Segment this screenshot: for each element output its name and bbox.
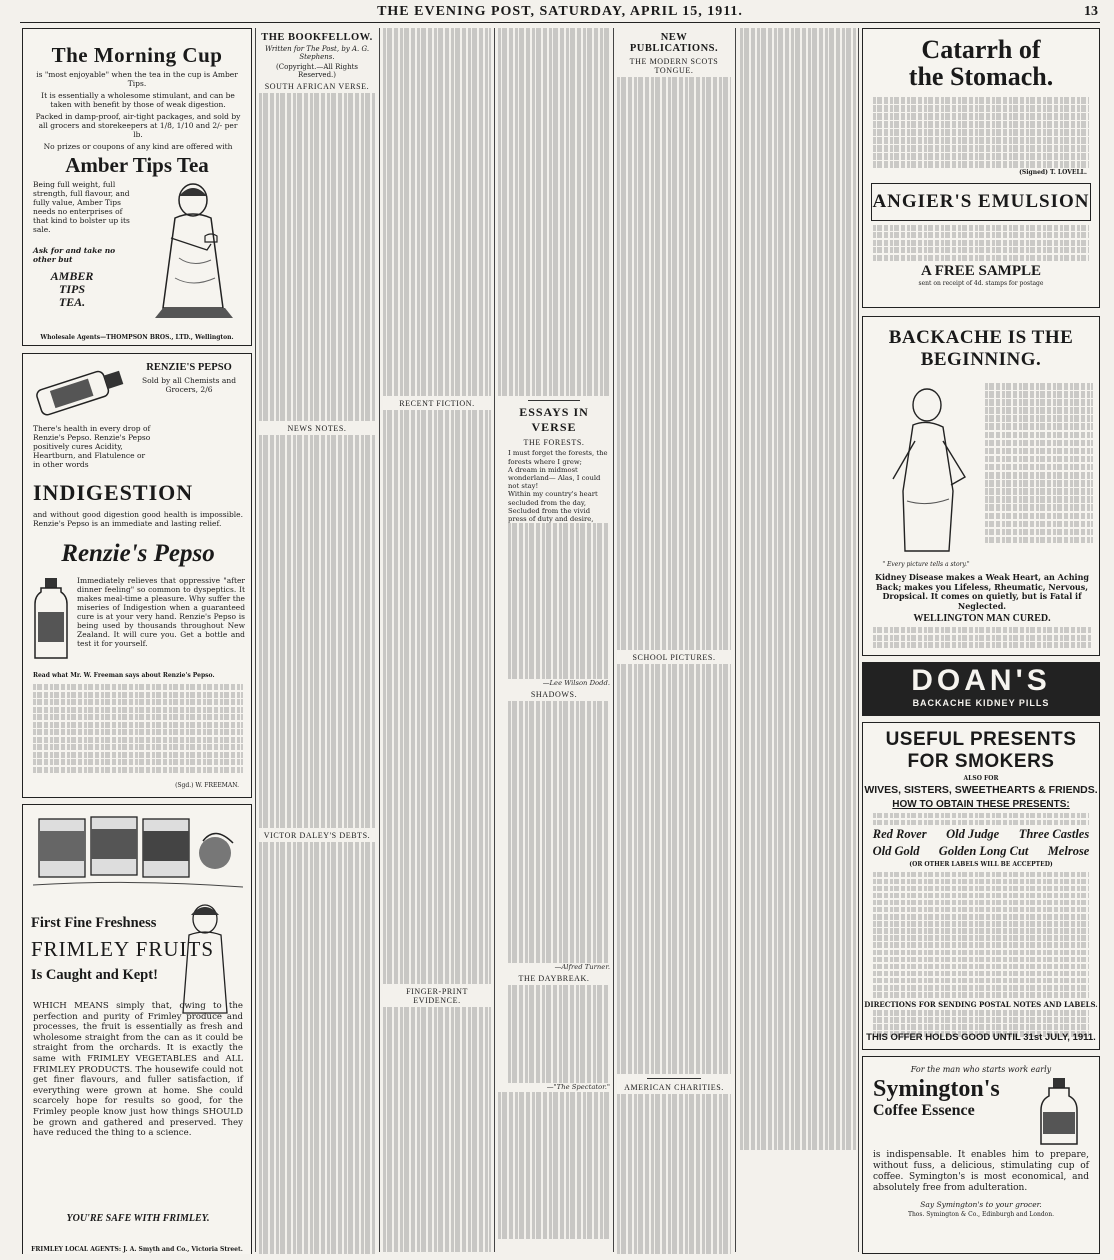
article-text [383,410,491,983]
catarrh-title: the Stomach. [908,62,1054,91]
smokers-for: WIVES, SISTERS, SWEETHEARTS & FRIENDS. [864,783,1098,796]
poem-title: THE FORESTS. [523,438,585,448]
symington-body: is indispensable. It enables him to prepare, without fuss, a delicious, stimulating cup of coffee. Symington's is most economical, and absolutely free from adulteration. [873,1150,1089,1193]
subhead-recent-fiction: RECENT FICTION. [399,399,475,409]
doans-brand: DOAN'S [911,664,1051,697]
emulsion-brand: ANGIER'S EMULSION [871,183,1091,221]
smokers-list [873,872,1089,998]
article-text [498,1092,610,1239]
symington-ask: Say Symington's to your grocer. [920,1200,1042,1209]
column-2 [259,28,375,1254]
free-sample-note: sent on receipt of 4d. stamps for postage [918,279,1044,287]
backache-tagline: Kidney Disease makes a Weak Heart, an Aching Back; makes you Lifeless, Rheumatic, Nervous, Dropsical. It comes on quietly, but is Fatal if Neglected. [875,572,1089,611]
bottle-upright-illustration [31,576,71,664]
smokers-also: ALSO FOR [963,775,999,782]
box-word: TIPS [58,282,85,296]
smokers-presents-ad [862,722,1100,1050]
publications-heading: NEW PUBLICATIONS. [629,32,719,54]
box-word: AMBER [50,269,94,283]
brand-name: Golden Long Cut [938,844,1029,858]
catarrh-title: Catarrh of [921,35,1041,64]
doans-banner [862,662,1100,716]
poem-lines: I must forget the forests, the forests where I grew; A dream in midmost wonderland— Alas, I could not stay! Within my country's heart secluded from the day, Secluded from the vivid press of duty and desire, [508,449,608,524]
angiers-emulsion-ad [862,28,1100,308]
frimley-body: WHICH MEANS simply that, owing to the perfection and purity of Frimley produce and processes, the fruit is essentially as fresh and wholesome straight from the can as it could be straight from the orchards. It is exactly the same with FRIMLEY VEGETABLES and ALL FRIMLEY PRODUCTS. The housewife could not get finer flavours, and fuller satisfaction, if everything were grown at home. She could scarcely hope for results so good, for the Frimley people know just how things SHOULD be grown and gathered and preserved. They have reduced the thing to a science. [33,1001,243,1139]
article-text [617,664,731,1073]
poem-title: THE DAYBREAK. [518,974,590,984]
ad-ask: Ask for and take no other but [33,246,116,264]
smokers-directions: DIRECTIONS FOR SENDING POSTAL NOTES AND LABELS. [864,999,1098,1009]
article-text [383,28,491,396]
frimley-agents: FRIMLEY LOCAL AGENTS: J. A. Smyth and Co., Victoria Street. [31,1245,243,1253]
brand-name: Old Judge [946,827,1000,841]
poem-author: —Lee Wilson Dodd. [542,678,610,687]
smokers-title: USEFUL PRESENTS [885,729,1077,750]
pepso-name: RENZIE'S PEPSO [146,362,232,373]
subhead-victor-daley: VICTOR DALEY'S DEBTS. [263,830,371,840]
testimonial-text [33,684,243,774]
column-7 [862,28,1100,1254]
frimley-fruits-ad [22,804,252,1254]
backache-title: BACKACHE IS THE [888,327,1074,348]
frimley-safe: YOU'RE SAFE WITH FRIMLEY. [66,1213,210,1224]
woman-with-teacup-illustration [135,178,247,323]
wellington-cured: WELLINGTON MAN CURED. [913,613,1051,624]
symington-lead: For the man who starts work early [910,1065,1052,1074]
box-word: TEA. [58,295,86,309]
bottle-illustration [29,360,129,420]
article-text [498,28,610,396]
renzies-pepso-ad [22,353,252,798]
column-rule [858,28,859,1252]
pepso-brand: Renzie's Pepso [61,540,215,567]
column-6 [740,28,856,1254]
ad-agents: Wholesale Agents—THOMPSON BROS., LTD., Wellington. [40,333,234,341]
doans-sub: BACKACHE KIDNEY PILLS [912,698,1050,708]
masthead [20,4,1100,20]
catarrh-signed: (Signed) T. LOVELL. [1019,169,1087,176]
symington-product: Coffee Essence [873,1102,975,1119]
pepso-signed: (Sgd.) W. FREEMAN. [175,781,239,789]
article-text [383,1007,491,1253]
column-rule [613,28,614,1252]
subhead-finger-print: FINGER-PRINT EVIDENCE. [406,986,468,1005]
ad-paragraph: No prizes or coupons of any kind are offered with [43,142,233,151]
column-4 [498,28,610,1254]
column-rule [255,28,256,1252]
cured-text [873,627,1091,650]
pepso-paragraph: and without good digestion good health is impossible. Renzie's Pepso is an immediate and lasting relief. [33,510,243,528]
symington-header [873,1076,1089,1146]
poem-author: —Alfred Turner. [554,963,610,972]
smokers-other: (OR OTHER LABELS WILL BE ACCEPTED) [909,861,1053,868]
doans-pills-ad [862,316,1100,656]
man-with-backache-illustration [873,381,979,557]
article-text [259,842,375,1255]
ad-paragraph: Packed in damp-proof, air-tight packages, and sold by all grocers and storekeepers at 1/8, 1/10 and 2/- per lb. [35,112,241,139]
column-rule [735,28,736,1252]
masthead-rule [20,22,1100,23]
ad-paragraph: Being full weight, full strength, full flavour, and fully value, Amber Tips needs no enterprises of that kind to bolster up its sale. [33,180,130,234]
article-text [259,93,375,421]
poem-text [498,523,610,679]
symington-brand: Symington's [873,1076,1000,1102]
brand-name: Three Castles [1018,827,1090,841]
separator [647,1078,701,1079]
free-sample: A FREE SAMPLE [920,262,1041,279]
smokers-title: FOR SMOKERS [907,751,1055,772]
amber-tips-ad [22,28,252,346]
subhead-south-african: SOUTH AFRICAN VERSE. [264,82,370,91]
ad-paragraph: It is essentially a wholesome stimulant, and can be taken with benefit by those of weak digestion. [41,91,235,109]
frimley-line3: Is Caught and Kept! [31,967,158,983]
ad-brand: Amber Tips Tea [65,153,209,177]
poem-text [498,985,610,1083]
smokers-how: HOW TO OBTAIN THESE PRESENTS: [892,798,1070,810]
article-text [617,1094,731,1255]
frimley-line2: FRIMLEY FRUITS [31,937,214,961]
woman-illustration [165,895,245,1015]
ad-lower [23,178,251,328]
page-number: 13 [1084,4,1098,19]
backache-title: BEGINNING. [920,349,1042,370]
poem-text [498,701,610,963]
subhead-news-notes: NEWS NOTES. [287,423,347,433]
brand-name: Melrose [1047,844,1090,858]
smokers-text [873,813,1089,826]
ad-tagline: is "most enjoyable" when the tea in the cup is Amber Tips. [36,70,238,88]
bookfellow-byline: Written for The Post, by A. G. Stephens. [264,45,370,61]
frimley-line1: First Fine Freshness [31,915,157,931]
column-rule [494,28,495,1252]
article-text [740,28,856,1150]
column-5 [617,28,731,1254]
poem-author: —"The Spectator." [546,1083,610,1092]
separator [528,400,580,401]
pepso-read: Read what Mr. W. Freeman says about Renzie's Pepso. [33,672,215,679]
symington-agents: Thos. Symington & Co., Edinburgh and London. [907,1211,1055,1218]
emulsion-text [873,225,1089,261]
backache-caption: " Every picture tells a story." [882,561,970,568]
column-3 [383,28,491,1254]
ad-title: The Morning Cup [51,43,223,67]
pepso-health: There's health in every drop of Renzie's Pepso. Renzie's Pepso positively cures Acidity, Heartburn, and Flatulence or in other words [33,424,151,469]
brand-name: Red Rover [872,827,927,841]
coffee-bottle-illustration [1029,1076,1089,1146]
brands-row-2 [863,844,1099,859]
article-text [617,77,731,650]
smokers-offer: THIS OFFER HOLDS GOOD UNTIL 31st JULY, 1911. [866,1032,1096,1043]
bookfellow-heading: THE BOOKFELLOW. [261,32,373,43]
poem-title: SHADOWS. [530,690,578,700]
article-text [259,435,375,828]
pepso-sold: Sold by all Chemists and Grocers, 2/6 [141,376,237,394]
catarrh-text [873,97,1089,168]
symington-titles [873,1076,1023,1146]
subhead-scots-tongue: THE MODERN SCOTS TONGUE. [629,57,719,75]
brands-row-1 [863,827,1099,842]
subhead-school-pictures: SCHOOL PICTURES. [632,653,716,663]
pepso-paragraph: Immediately relieves that oppressive "after dinner feeling" so common to dyspeptics. It makes meal-time a pleasure. Why suffer the miseries of Indigestion when a guaranteed cure is at your very hand. Renzie's Pepso is being used by thousands throughout New Zealand. It will cure you. Get a bottle and test it for yourself. [77,576,245,648]
masthead-title: THE EVENING POST, SATURDAY, APRIL 15, 1911. [377,4,743,19]
column-rule [379,28,380,1252]
backache-text [985,383,1093,545]
symingtons-ad [862,1056,1100,1254]
bookfellow-copyright: (Copyright.—All Rights Reserved.) [275,63,358,79]
pepso-headline: INDIGESTION [33,480,194,505]
essays-heading: ESSAYS IN VERSE [519,405,589,435]
ad-box [41,270,103,309]
brand-name: Old Gold [872,844,920,858]
column-1 [22,28,252,1254]
subhead-american-charities: AMERICAN CHARITIES. [624,1082,724,1092]
